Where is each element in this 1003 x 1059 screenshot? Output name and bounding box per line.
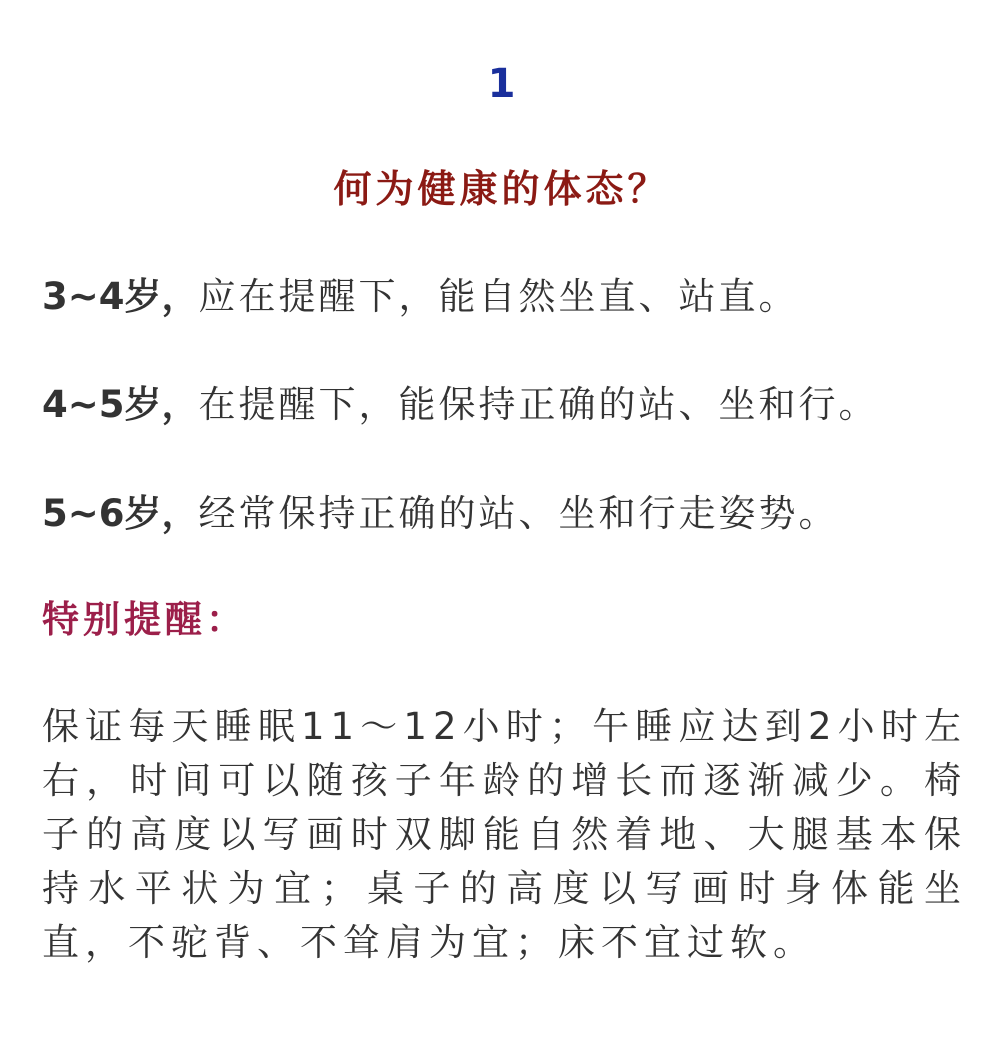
milestone-age: 5~6岁， xyxy=(42,492,199,535)
section-title: 何为健康的体态？ xyxy=(333,167,670,211)
milestone-text: 经常保持正确的站、坐和行走姿势。 xyxy=(198,492,839,535)
milestone-item xyxy=(42,488,972,540)
milestone-item xyxy=(42,271,972,323)
milestone-item xyxy=(42,379,972,431)
reminder-title: 特别提醒： xyxy=(42,598,247,641)
milestone-age: 4~5岁， xyxy=(42,383,199,426)
milestone-age: 3~4岁， xyxy=(42,275,199,318)
milestone-text: 应在提醒下，能自然坐直、站直。 xyxy=(198,275,799,318)
reminder-body: 保证每天睡眠11～12小时；午睡应达到2小时左右，时间可以随孩子年龄的增长而逐渐减少。椅子的高度以写画时双脚能自然着地、大腿基本保持水平状为宜；桌子的高度以写画时身体能坐直，不驼背、不耸肩为宜；床不宜过软。 xyxy=(42,705,967,964)
milestone-text: 在提醒下，能保持正确的站、坐和行。 xyxy=(198,383,879,426)
section-number: 1 xyxy=(487,61,516,107)
